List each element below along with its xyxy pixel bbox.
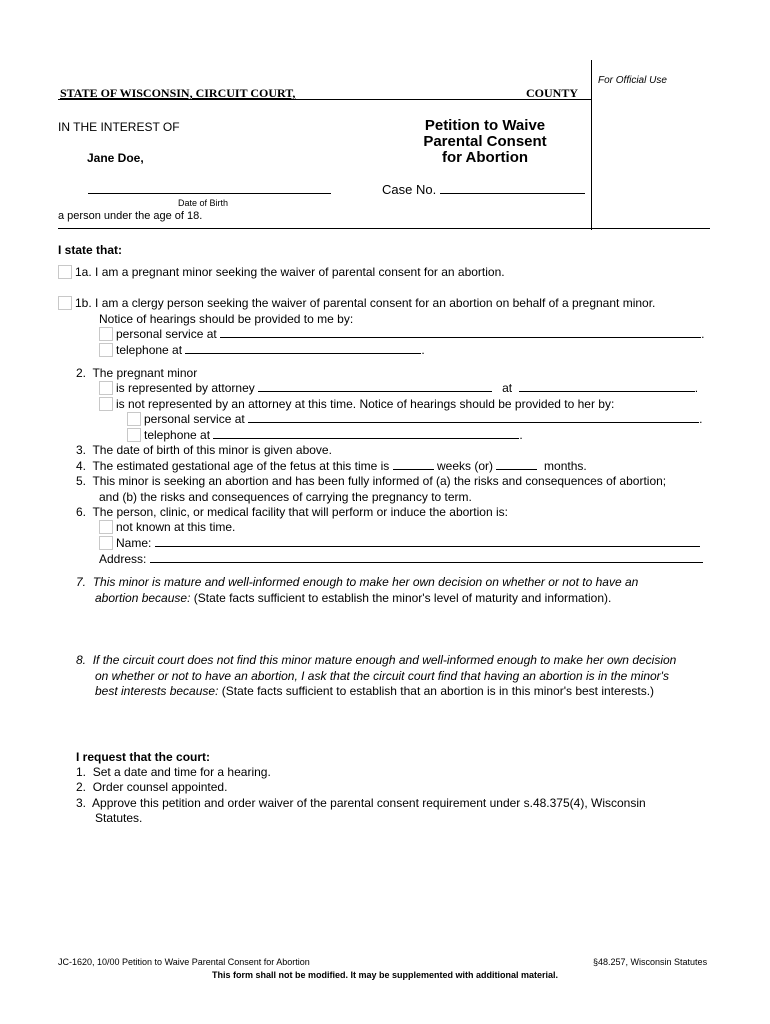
checkbox-1b[interactable]	[58, 296, 72, 310]
item-1b-personal-label: personal service at	[116, 327, 217, 341]
item-2-represented-label: is represented by attorney	[116, 381, 255, 395]
item-2-not-represented-label: is not represented by an attorney at this time. Notice of hearings should be provided to her by:	[116, 397, 615, 411]
title-line-3: for Abortion	[441, 149, 529, 166]
item-8-line-1: If the circuit court does not find this minor mature enough and well-informed enough to make her own decision	[92, 653, 677, 667]
item-8-line-3-italic: best interests because:	[95, 684, 219, 698]
item-6-address	[99, 552, 703, 567]
title-line-2: Parental Consent	[423, 133, 547, 150]
request-item-1	[76, 765, 271, 780]
item-5	[76, 474, 666, 489]
months-field[interactable]	[496, 459, 537, 470]
official-use-divider	[591, 60, 592, 230]
item-5-num: 5.	[76, 474, 87, 488]
item-1b-personal: personal service at .	[99, 327, 704, 342]
item-3	[76, 443, 332, 458]
checkbox-2-represented[interactable]	[99, 381, 113, 395]
item-2	[76, 366, 197, 381]
item-1b-telephone: telephone at .	[99, 343, 425, 358]
item-1b-telephone-label: telephone at	[116, 343, 183, 357]
item-8-line-3	[95, 684, 654, 699]
facility-name-field[interactable]	[155, 536, 700, 547]
item-1b-personal-field[interactable]	[220, 327, 701, 338]
footer-notice: This form shall not be modified. It may be supplemented with additional material.	[211, 970, 559, 980]
item-7-line-1: This minor is mature and well-informed enough to make her own decision on whether or not to have an	[92, 575, 639, 589]
item-2-at-label: at	[502, 381, 513, 395]
form-title	[395, 118, 575, 166]
item-3-text: The date of birth of this minor is given above.	[92, 443, 332, 457]
case-no-label: Case No.	[382, 182, 437, 197]
item-1b-telephone-field[interactable]	[185, 343, 421, 354]
item-3-num: 3.	[76, 443, 87, 457]
item-1b-num: 1b.	[75, 296, 92, 310]
item-2-telephone-field[interactable]	[213, 428, 519, 439]
request-item-2-text: Order counsel appointed.	[92, 780, 228, 794]
request-item-3-num: 3.	[76, 796, 87, 810]
county-label: COUNTY	[526, 86, 579, 100]
checkbox-1b-personal[interactable]	[99, 327, 113, 341]
item-5-line-1: This minor is seeking an abortion and has been fully informed of (a) the risks and consequences of abortion;	[92, 474, 667, 488]
item-7	[76, 575, 638, 590]
item-1b-text: I am a clergy person seeking the waiver of parental consent for an abortion on behalf of a pregnant minor.	[95, 296, 656, 310]
item-2-personal-label: personal service at	[144, 412, 245, 426]
item-2-personal: personal service at .	[127, 412, 702, 427]
item-4	[76, 459, 587, 474]
item-2-telephone-label: telephone at	[144, 428, 211, 442]
item-1a-num: 1a.	[75, 265, 92, 279]
item-1a	[58, 265, 505, 280]
title-line-1: Petition to Waive	[424, 117, 546, 134]
item-7-num: 7.	[76, 575, 87, 589]
item-6	[76, 505, 508, 520]
official-use-label: For Official Use	[598, 75, 667, 86]
footer-statute: §48.257, Wisconsin Statutes	[593, 957, 708, 967]
item-8-num: 8.	[76, 653, 87, 667]
item-8-line-2: on whether or not to have an abortion, I ask that the circuit court find that having an abortion is in the minor's	[95, 669, 669, 683]
checkbox-2-not-represented[interactable]	[99, 397, 113, 411]
item-8-line-3-rest: (State facts sufficient to establish that an abortion is in this minor's best interests.)	[221, 684, 655, 698]
state-that-heading: I state that:	[58, 243, 123, 257]
minor-name: Jane Doe,	[87, 151, 144, 165]
item-4-text: The estimated gestational age of the fetus at this time is	[92, 459, 390, 473]
interest-of-label: IN THE INTEREST OF	[58, 120, 180, 134]
facility-address-field[interactable]	[150, 552, 703, 563]
dob-label: Date of Birth	[178, 198, 229, 208]
attorney-name-field[interactable]	[258, 381, 492, 392]
case-number	[382, 182, 585, 197]
request-item-3	[76, 796, 646, 811]
weeks-field[interactable]	[393, 459, 434, 470]
item-2-not-represented	[99, 397, 614, 412]
item-1b	[58, 296, 655, 311]
item-4-months-label: months.	[544, 459, 587, 473]
dob-line	[88, 193, 331, 194]
item-6-name	[99, 536, 700, 551]
checkbox-6-name[interactable]	[99, 536, 113, 550]
case-no-field[interactable]	[440, 183, 585, 194]
item-7-line-2-rest: (State facts sufficient to establish the minor's level of maturity and information).	[193, 591, 612, 605]
request-item-1-num: 1.	[76, 765, 87, 779]
item-7-line-2	[95, 591, 611, 606]
item-6-text: The person, clinic, or medical facility that will perform or induce the abortion is:	[92, 505, 508, 519]
checkbox-6-not-known[interactable]	[99, 520, 113, 534]
checkbox-1a[interactable]	[58, 265, 72, 279]
item-2-telephone: telephone at .	[127, 428, 523, 443]
item-7-line-2-italic: abortion because:	[95, 591, 191, 605]
checkbox-2-telephone[interactable]	[127, 428, 141, 442]
item-4-num: 4.	[76, 459, 87, 473]
item-6-address-label: Address:	[99, 552, 147, 566]
item-2-represented: is represented by attorney at .	[99, 381, 698, 396]
caption-bottom-rule	[58, 228, 710, 229]
request-item-2	[76, 780, 227, 795]
person-under-18: a person under the age of 18.	[58, 210, 203, 222]
item-1a-text: I am a pregnant minor seeking the waiver of parental consent for an abortion.	[95, 265, 505, 279]
court-name: STATE OF WISCONSIN, CIRCUIT COURT,	[60, 86, 296, 100]
item-6-not-known-label: not known at this time.	[116, 520, 236, 534]
request-item-3-text: Approve this petition and order waiver of the parental consent requirement under s.48.375(4), Wisconsin	[92, 796, 646, 810]
request-item-2-num: 2.	[76, 780, 87, 794]
item-6-not-known	[99, 520, 235, 535]
item-2-text: The pregnant minor	[92, 366, 198, 380]
request-item-1-text: Set a date and time for a hearing.	[92, 765, 271, 779]
item-1b-notice: Notice of hearings should be provided to me by:	[99, 312, 354, 326]
item-2-personal-field[interactable]	[248, 412, 699, 423]
item-6-name-label: Name:	[116, 536, 152, 550]
item-2-num: 2.	[76, 366, 87, 380]
item-8	[76, 653, 676, 668]
footer-form-id: JC-1620, 10/00 Petition to Waive Parental Consent for Abortion	[58, 957, 310, 967]
item-4-weeks-label: weeks (or)	[437, 459, 494, 473]
checkbox-2-personal[interactable]	[127, 412, 141, 426]
request-heading: I request that the court:	[76, 750, 211, 764]
item-6-num: 6.	[76, 505, 87, 519]
item-5-line-2: and (b) the risks and consequences of carrying the pregnancy to term.	[99, 490, 472, 504]
attorney-address-field[interactable]	[519, 381, 695, 392]
checkbox-1b-telephone[interactable]	[99, 343, 113, 357]
request-item-3-line-2: Statutes.	[95, 811, 143, 825]
